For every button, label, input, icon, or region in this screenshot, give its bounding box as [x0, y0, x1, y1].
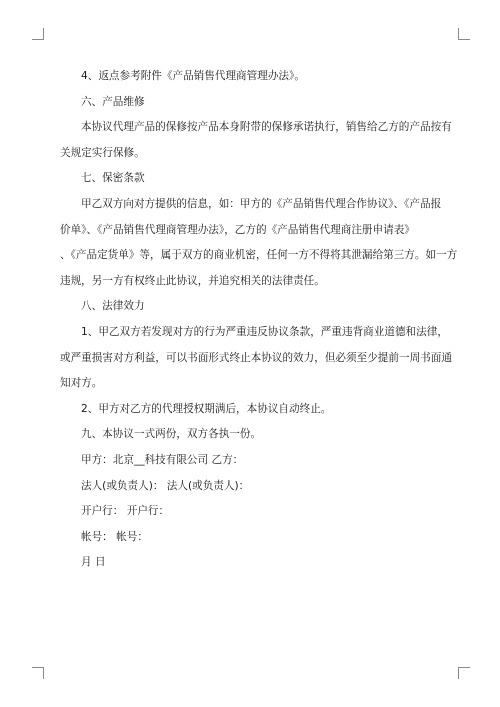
clause-4-rebate: 4、返点参考附件《产品销售代理商管理办法》。 [81, 70, 305, 82]
paragraph-confidentiality-line-3: 、《产品定货单》等，属于双方的商业机密，任何一方不得将其泄漏给第三方。如一方 [60, 249, 458, 262]
signature-account: 帐号： 帐号： [81, 530, 148, 543]
section-heading-copies: 九、本协议一式两份，双方各执一份。 [81, 428, 262, 441]
paragraph-legal-1-line-2: 或严重损害对方利益，可以书面形式终止本协议的效力，但必须至少提前一周书面通 [60, 351, 452, 364]
section-heading-product-maintenance: 六、产品维修 [81, 95, 145, 108]
paragraph-confidentiality-line-2: 价单》、《产品销售代理商管理办法》，乙方的《产品销售代理商注册申请表》 [60, 223, 415, 236]
paragraph-legal-1-line-3: 知对方。 [60, 377, 103, 390]
paragraph-confidentiality-line-1: 甲乙双方向对方提供的信息，如：甲方的《产品销售代理合作协议》、《产品报 [81, 197, 442, 210]
paragraph-legal-1-line-1: 1、甲乙双方若发现对方的行为严重违反协议条款，严重违背商业道德和法律， [81, 325, 448, 338]
page-corner-mark-top-left [32, 28, 44, 40]
signature-party-names: 甲方：北京__科技有限公司 乙方： [81, 453, 244, 466]
paragraph-maintenance-line-1: 本协议代理产品的保修按产品本身附带的保修承诺执行，销售给乙方的产品按有 [81, 121, 452, 134]
section-heading-legal-effect: 八、法律效力 [81, 300, 145, 313]
signature-bank: 开户行： 开户行： [81, 505, 170, 518]
paragraph-confidentiality-line-4: 违规，另一方有权终止此协议，并追究相关的法律责任。 [60, 274, 325, 287]
page-corner-mark-bottom-left [32, 667, 44, 679]
paragraph-legal-2: 2、甲方对乙方的代理授权期满后，本协议自动终止。 [81, 402, 332, 415]
document-body [60, 64, 458, 576]
page-corner-mark-top-right [458, 28, 470, 40]
signature-date: 月 日 [81, 556, 106, 569]
signature-legal-representatives: 法人(或负责人)： 法人(或负责人)： [81, 479, 250, 492]
page-corner-mark-bottom-right [458, 667, 470, 679]
paragraph-maintenance-line-2: 关规定实行保修。 [60, 146, 145, 159]
section-heading-confidentiality: 七、保密条款 [81, 172, 145, 185]
